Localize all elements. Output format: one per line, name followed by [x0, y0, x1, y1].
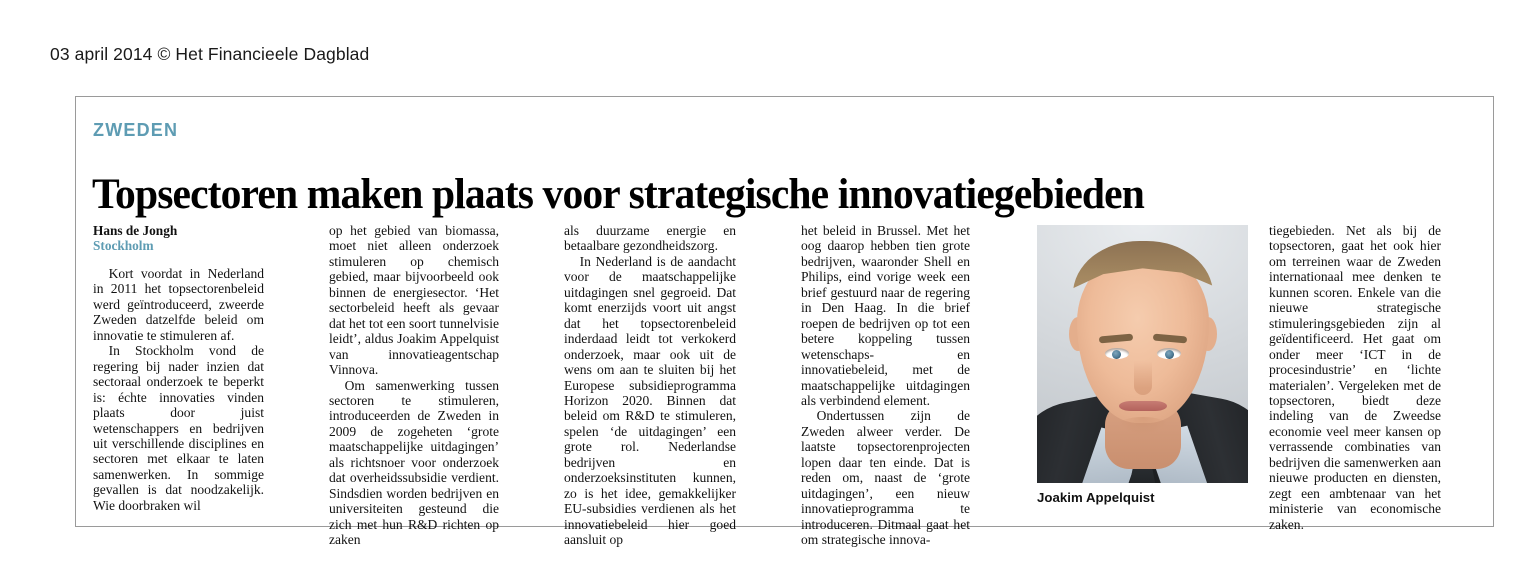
source-line: 03 april 2014 © Het Financieele Dagblad	[50, 44, 370, 64]
article-column-2	[329, 223, 499, 548]
paragraph: het beleid in Brussel. Met het oog daarop hebben tien grote bedrijven, waaronder Shell en Philips, eind vorige week een brief gestuurd naar de regering in Den Haag. In die brief roepen de bedrijven op tot een betere koppeling tussen wetenschaps- en innovatiebeleid, met de maatschappelijke uitdagingen als verbindend element.	[801, 223, 970, 408]
photo-iris-left	[1112, 350, 1121, 359]
paragraph: In Stockholm vond de regering bij nader inzien dat sectoraal onderzoek te beperkt is: échte innovaties vinden plaats door juist wetenschappers en bedrijven uit verschillende disciplines en sectoren met elkaar te laten samenwerken. In sommige gevallen is dat noodzakelijk. Wie doorbraken wil	[93, 343, 264, 513]
paragraph: Kort voordat in Nederland in 2011 het topsectorenbeleid werd geïntroduceerd, zweerde Zweden datzelfde beleid om innovatie te stimuleren af.	[93, 266, 264, 343]
photo-chin	[1117, 417, 1169, 435]
photo-eyebrow-right	[1152, 334, 1186, 344]
article-frame	[75, 96, 1494, 548]
paragraph: Om samenwerking tussen sectoren te stimuleren, introduceerden de Zweden in 2009 de zogeheten ‘grote maatschappelijke uitdagingen’ als richtsnoer voor onderzoek dat overheidssubsidie verdient. Sindsdien worden bedrijven en universiteiten gesteund die zich met hun R&D richten op zaken	[329, 377, 499, 548]
photo-eyebrow-left	[1098, 334, 1132, 344]
article-column-4	[801, 223, 970, 548]
paragraph: als duurzame energie en betaalbare gezondheidszorg.	[564, 223, 736, 254]
article-column-3	[564, 223, 736, 548]
photo-eye-right	[1157, 348, 1181, 359]
photo-mouth	[1119, 401, 1167, 411]
article-inner	[92, 97, 1478, 548]
paragraph: op het gebied van biomassa, moet niet alleen onderzoek stimuleren op chemisch gebied, maar bijvoorbeeld ook binnen de energiesector. ‘Het sectorbeleid heeft als gevaar dat het tot een soort tunnelvisie leidt’, aldus Joakim Appelquist van innovatieagentschap Vinnova.	[329, 223, 499, 378]
photo-iris-right	[1165, 350, 1174, 359]
photo-nose	[1134, 361, 1152, 395]
page-title: Topsectoren maken plaats voor strategische innovatiegebieden	[92, 170, 1144, 219]
paragraph: In Nederland is de aandacht voor de maatschappelijke uitdagingen snel gegroeid. Dat komt enerzijds voort uit angst dat het topsectorenbeleid inderdaad leidt tot verkokerd onderzoek, maar ook uit de wens om aan te sluiten bij het Europese subsidieprogramma Horizon 2020. Binnen dat beleid om R&D te stimuleren, spelen ‘de uitdagingen’ een grote rol. Nederlandse bedrijven en onderzoeksinstituten kunnen, zo is het idee, gemakkelijker EU-subsidies verdienen als het innovatiebeleid hier goed aansluit op	[564, 253, 736, 548]
paragraph: Ondertussen zijn de Zweden alweer verder. De laatste topsectorenprojecten lopen daar ten einde. Dat is reden om, naast de ‘grote uitdagingen’, een nieuw innovatieprogramma te introduceren. Ditmaal gaat het om strategische innova-	[801, 408, 970, 548]
article-column-1	[93, 223, 264, 513]
photo-caption: Joakim Appelquist	[1037, 490, 1155, 505]
byline-author: Hans de Jongh	[93, 223, 178, 238]
portrait-photo	[1037, 225, 1248, 483]
article-column-5	[1269, 223, 1441, 532]
paragraph: tiegebieden. Net als bij de topsectoren, gaat het ook hier om terreinen waar de Zweden internationaal mee denken te kunnen scoren. Enkele van die nieuwe strategische stimuleringsgebieden zijn al geïdentificeerd. Het gaat om onder meer ‘ICT in de procesindustrie’ en ‘lichte materialen’. Vergeleken met de topsectoren, biedt deze indeling van de Zweedse economie veel meer kansen op verrassende combinaties van bedrijven die samenwerken aan nieuwe producten en diensten, zegt een ambtenaar van het ministerie van economische zaken.	[1269, 223, 1441, 532]
article-kicker: ZWEDEN	[93, 120, 179, 140]
article-columns	[93, 223, 1479, 548]
photo-block	[1037, 225, 1248, 505]
byline-city: Stockholm	[93, 238, 154, 253]
photo-eye-left	[1105, 348, 1129, 359]
